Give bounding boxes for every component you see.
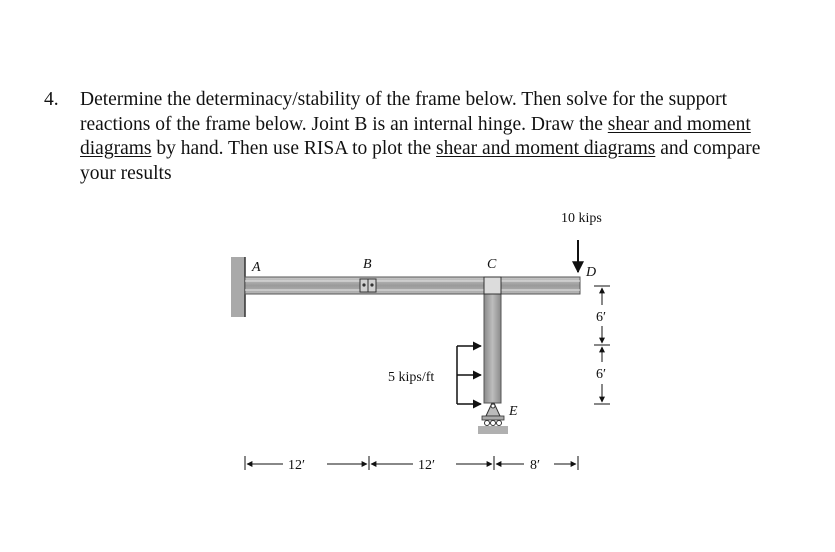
column-ce [484,277,501,403]
label-c: C [487,257,497,272]
dim-label-6ft-lower: 6′ [596,367,607,382]
internal-hinge-b [360,279,376,292]
vertical-dimension [594,286,610,404]
label-d: D [586,265,597,280]
beam-ad [245,277,580,294]
roller-support-e [478,403,508,434]
underlined-phrase-1: shear and moment diagrams [80,113,751,159]
label-b: B [363,257,372,272]
label-e: E [509,404,518,419]
dim-label-6ft-upper: 6′ [596,310,607,325]
distributed-load-arrows [457,346,481,404]
problem-text-part-1: Determine the determinacy/stability of the frame below. Then solve for the support reactions of the frame below. Joint B is an internal hinge. Draw the [80,89,728,135]
problem-number: 4. [44,89,59,110]
problem-text-part-2: by hand. Then use RISA to plot the [151,138,437,159]
dim-label-12ft-left: 12′ [288,458,306,473]
point-load-label: 10 kips [561,211,602,226]
label-a: A [252,260,261,275]
dim-label-12ft-mid: 12′ [418,458,436,473]
dim-label-8ft: 8′ [530,458,541,473]
fixed-support-a [231,257,245,317]
distributed-load-label: 5 kips/ft [388,370,435,385]
problem-text-part-3: and compare your results [80,138,761,184]
underlined-phrase-2: shear and moment diagrams [436,138,656,159]
